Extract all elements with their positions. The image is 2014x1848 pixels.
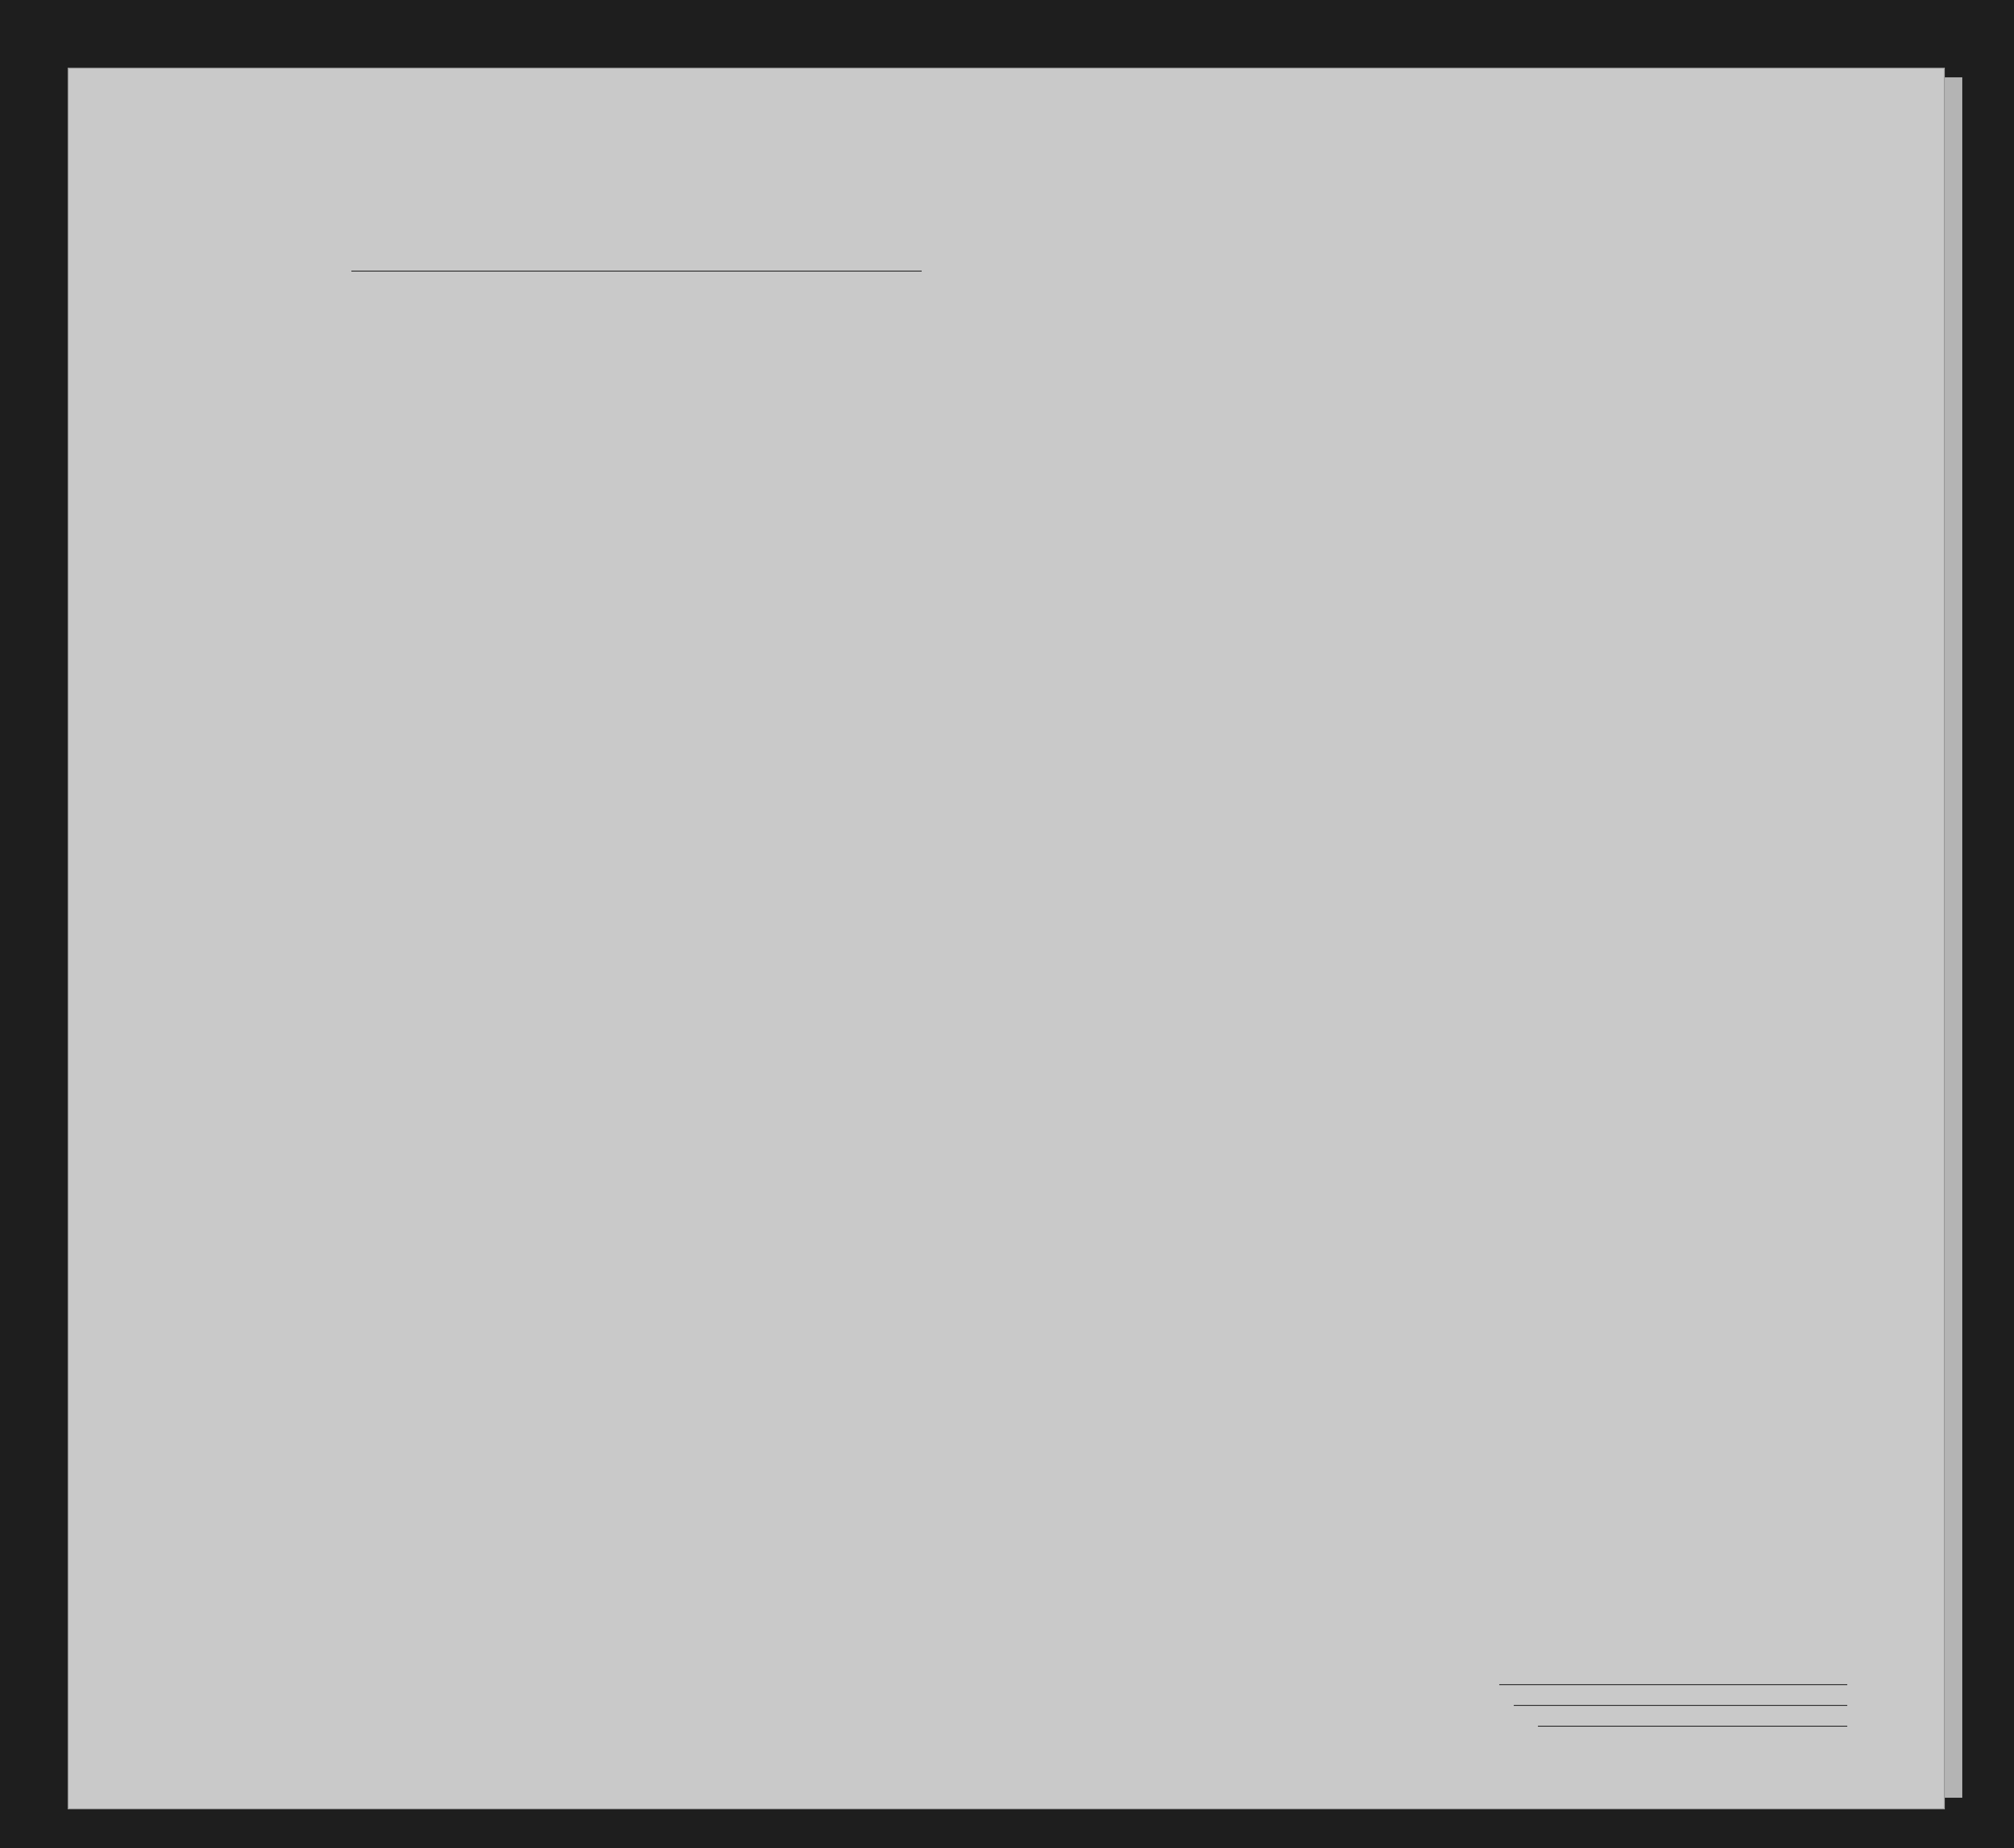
local-agents-field — [1538, 1726, 1847, 1727]
owners-field — [1514, 1705, 1847, 1706]
line-field — [1499, 1684, 1847, 1685]
manifest-sheet — [68, 68, 1945, 1809]
port-underline — [351, 271, 922, 272]
